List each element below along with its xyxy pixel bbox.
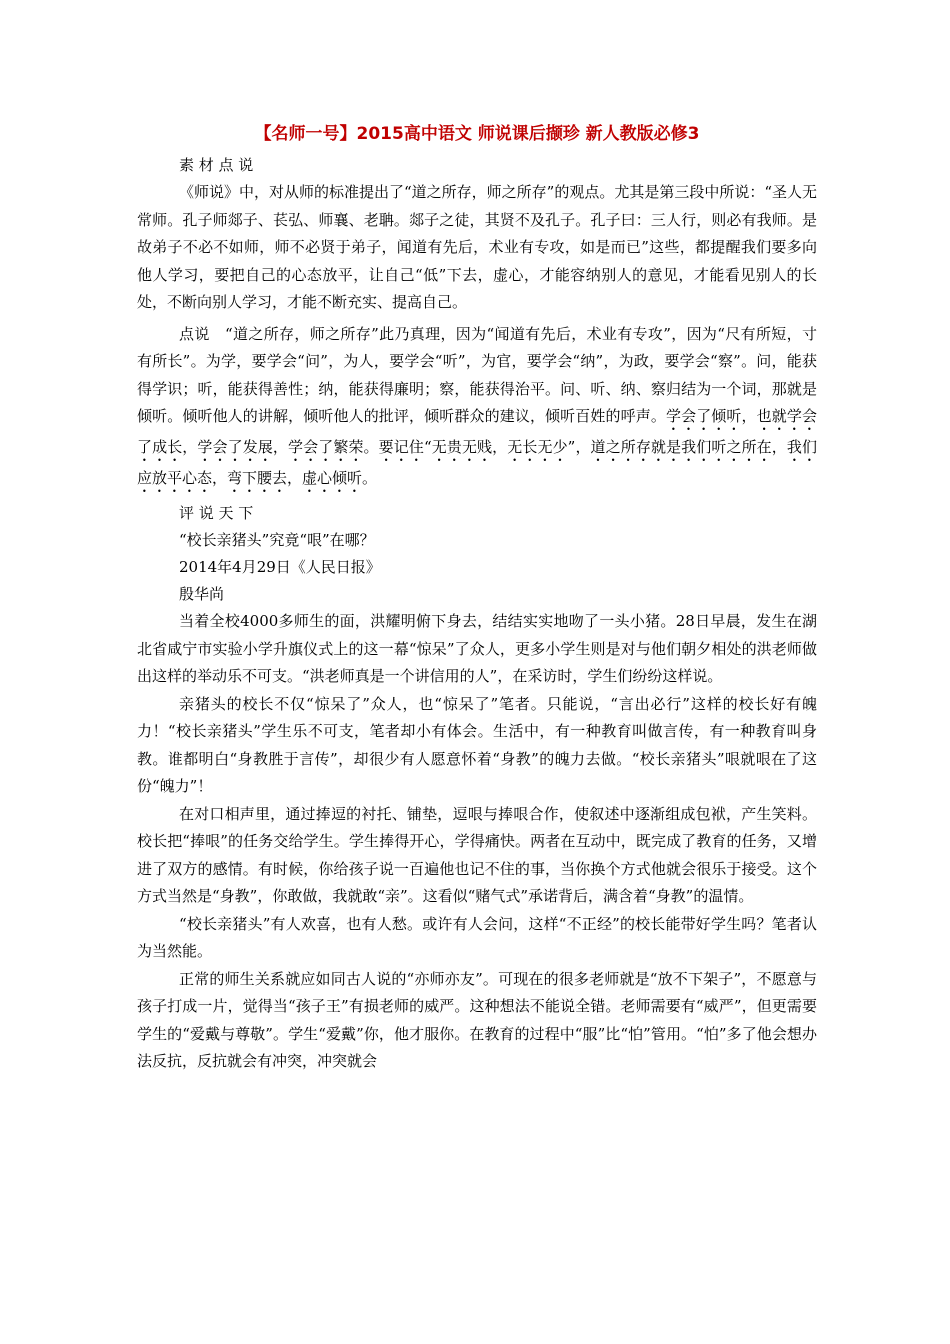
article-paragraph: 亲猪头的校长不仅“惊呆了”众人，也“惊呆了”笔者。只能说，“言出必行”这样的校长好有魄力！“校长亲猪头”学生乐不可支，笔者却小有体会。生活中，有一种教育叫做言传，有一种教育叫身教。谁都明白“身教胜于言传”，却很少有人愿意怀着“身教”的魄力去做。“校长亲猪头”哏就哏在了这份“魄力”！ <box>137 694 817 795</box>
article-paragraph: “校长亲猪头”有人欢喜，也有人愁。或许有人会问，这样“不正经”的校长能带好学生吗？笔者认为当然能。 <box>137 914 817 960</box>
article-paragraph: 当着全校4000多师生的面，洪耀明俯下身去，结结实实地吻了一头小猪。28日早晨，发生在湖北省咸宁市实验小学升旗仪式上的这一幕“惊呆”了众人，更多小学生则是对与他们朝夕相处的洪老师做出这样的举动乐不可支。“洪老师真是一个讲信用的人”，在采访时，学生们纷纷这样说。 <box>137 612 817 685</box>
article-title: “校长亲猪头”究竟“哏”在哪？ <box>179 531 375 549</box>
article-paragraph: 正常的师生关系就应如同古人说的“亦师亦友”。可现在的很多老师就是“放不下架子”，不愿意与孩子打成一片，觉得当“孩子王”有损老师的威严。这种想法不能说全错。老师需要有“威严”，但更需要学生的“爱戴与尊敬”。学生“爱戴”你，他才服你。在教育的过程中“服”比“怕”管用。“怕”多了他会想办法反抗，反抗就会有冲突，冲突就会 <box>137 969 817 1070</box>
article-source: 2014年4月29日《人民日报》 <box>179 558 381 576</box>
section-heading-commentary: 评 说 天 下 <box>179 504 254 522</box>
document-page <box>137 120 817 1076</box>
comment-paragraph <box>137 321 817 497</box>
document-title: 【名师一号】2015高中语文 师说课后撷珍 新人教版必修3 <box>254 124 700 144</box>
article-author: 殷华尚 <box>179 585 225 603</box>
comment-text: “道之所存，师之所存”此乃真理，因为“闻道有先后，术业有专攻”，因为“尺有所短，寸有所长”。为学，要学会“问”，为人，要学会“听”，为官，要学会“纳”，为政，要学会“察”。问，能获得学识；听，能获得善性；纳，能获得廉明；察，能获得治平。问、听、纳、察归结为一个词，那就是倾听。倾听他人的讲解，倾听他人的批评，倾听群众的建议，倾听百姓的呼声。 <box>137 324 817 425</box>
material-paragraph: 《师说》中，对从师的标准提出了“道之所存，师之所存”的观点。尤其是第三段中所说：“圣人无常师。孔子师郯子、苌弘、师襄、老聃。郯子之徒，其贤不及孔子。孔子曰：三人行，则必有我师。是故弟子不必不如师，师不必贤于弟子，闻道有先后，术业有专攻，如是而已”这些，都提醒我们要多向他人学习，要把自己的心态放平，让自己“低”下去，虚心，才能容纳别人的意见，才能看见别人的长处，不断向别人学习，才能不断充实、提高自己。 <box>137 183 818 311</box>
comment-label: 点说 <box>179 324 210 343</box>
section-heading-material: 素 材 点 说 <box>179 156 254 174</box>
comment-emphasis-text: 学会了倾听，也就学会了成长，学会了发展，学会了繁荣。要记住“无贵无贱，无长无少”，道之所存就是我们听之所在，我们应放平心态，弯下腰去，虚心倾听。 <box>137 407 817 487</box>
article-paragraph: 在对口相声里，通过捧逗的衬托、铺垫，逗哏与捧哏合作，使叙述中逐渐组成包袱，产生笑料。校长把“捧哏”的任务交给学生。学生捧得开心，学得痛快。两者在互动中，既完成了教育的任务，又增进了双方的感情。有时候，你给孩子说一百遍他也记不住的事，当你换个方式他就会很乐于接受。这个方式当然是“身教”，你敢做，我就敢“亲”。这看似“赌气式”承诺背后，满含着“身教”的温情。 <box>137 804 817 905</box>
